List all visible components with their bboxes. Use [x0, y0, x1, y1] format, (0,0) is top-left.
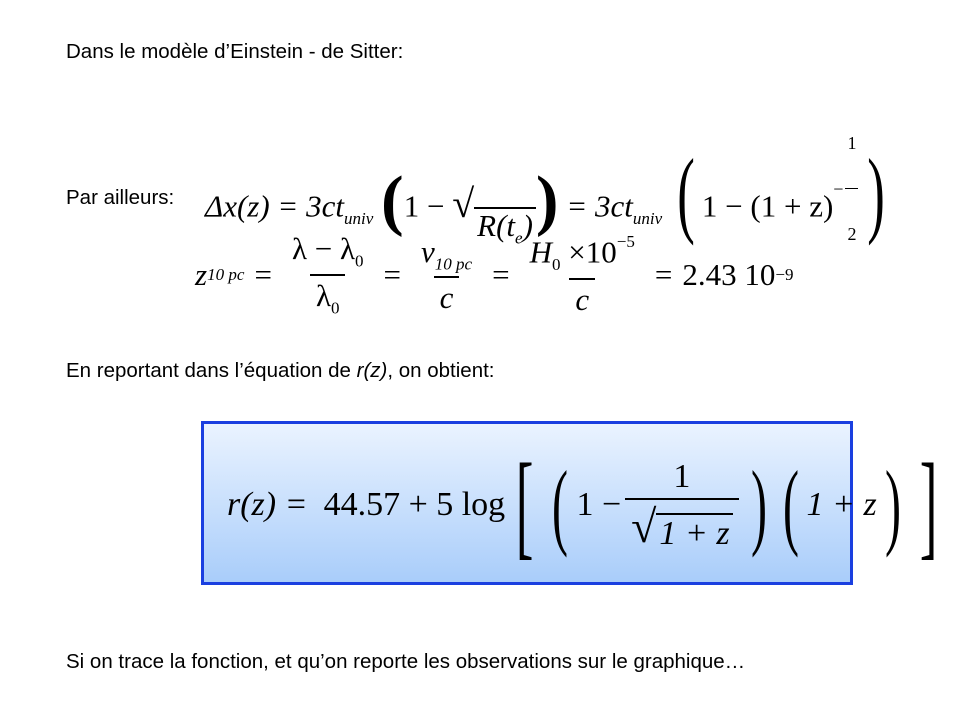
heading-substituting-prefix: En reportant dans l’équation de [66, 359, 357, 382]
eq3-num: 1 [673, 457, 691, 495]
eq3-factor: 1 + z [806, 486, 877, 523]
eq3-const: 44.57 + 5 log [323, 486, 506, 523]
heading-substituting-var: r(z) [356, 359, 388, 382]
eq3-open-bracket: [ [515, 439, 534, 570]
eq3-close-bracket: ] [919, 439, 938, 570]
eq1-one-minus: 1 − [403, 188, 453, 224]
eq1-exp-num: 1 [847, 133, 857, 153]
eq2-frac3-num-exp: −5 [616, 232, 635, 252]
heading-substituting [66, 359, 495, 383]
eq2-frac1-den: λ [315, 278, 331, 313]
eq1-univ-sub-2: univ [632, 209, 663, 229]
eq3-open-paren-2: ( [782, 451, 799, 558]
eq2-eq-4: = [654, 257, 673, 292]
rz-equation [227, 439, 948, 570]
eq1-R: R(t [477, 208, 516, 244]
eq2-frac3-num-sub: 0 [552, 255, 561, 275]
eq1-close-inner: ) [522, 208, 533, 244]
eq2-frac3-den: c [569, 278, 595, 318]
eq2-frac1 [286, 231, 370, 318]
eq3-one-minus: 1 − [576, 486, 622, 523]
eq1-big-open: ( [677, 138, 695, 246]
eq2-eq-3: = [492, 257, 510, 292]
eq3-close-paren-2: ) [884, 451, 901, 558]
eq1-exp-den: 2 [845, 188, 858, 279]
eq2-frac1-num-sub: 0 [354, 252, 364, 271]
eq3-close-paren: ) [750, 451, 767, 558]
eq1-lhs: Δx(z) = 3ct [205, 188, 344, 224]
eq2-z: z [195, 257, 208, 292]
eq2-frac2-num: v [420, 233, 435, 269]
eq2-z-sub: 10 pc [207, 265, 245, 284]
eq1-sqrt: √ $R(t_e)$ [452, 159, 536, 249]
eq1-univ-sub: univ [343, 209, 374, 229]
eq2-frac2 [415, 234, 478, 317]
heading-model: Dans le modèle d’Einstein - de Sitter: [66, 40, 404, 63]
eq1-expr: 1 − (1 + z) [701, 188, 834, 224]
eq2-frac1-num: λ − λ [291, 231, 355, 267]
eq2-frac1-den-sub: 0 [330, 298, 340, 318]
redshift-equation [195, 230, 793, 320]
eq2-result-exp: −9 [775, 265, 794, 284]
eq1-open-paren: ( [381, 161, 404, 238]
eq1-rhs: = 3ct [566, 188, 633, 224]
eq2-frac3-num: H [529, 234, 552, 270]
eq2-result: 2.43 10 [682, 257, 776, 292]
eq1-exp-minus: − [833, 178, 844, 199]
eq2-eq-2: = [383, 257, 401, 292]
heading-elsewhere: Par ailleurs: [66, 186, 175, 209]
eq2-frac3-num-rest: ×10 [560, 234, 617, 270]
eq2-frac3 [524, 232, 641, 317]
eq1-e-sub: e [515, 228, 523, 248]
eq1-close-paren: ) [535, 161, 559, 238]
eq3-lhs: r(z) = [227, 486, 308, 523]
eq2-frac2-den: c [434, 276, 460, 316]
eq3-open-paren: ( [552, 451, 569, 558]
eq3-den: 1 + z [656, 513, 732, 552]
heading-conclusion: Si on trace la fonction, et qu’on reporte les observations sur le graphique… [66, 650, 746, 673]
eq3-frac: 1 √ 1 + z [625, 458, 738, 553]
heading-substituting-suffix: , on obtient: [387, 359, 495, 382]
eq1-big-close: ) [867, 138, 886, 246]
eq2-frac2-num-sub: 10 pc [434, 254, 473, 274]
eq2-eq-1: = [254, 257, 272, 292]
